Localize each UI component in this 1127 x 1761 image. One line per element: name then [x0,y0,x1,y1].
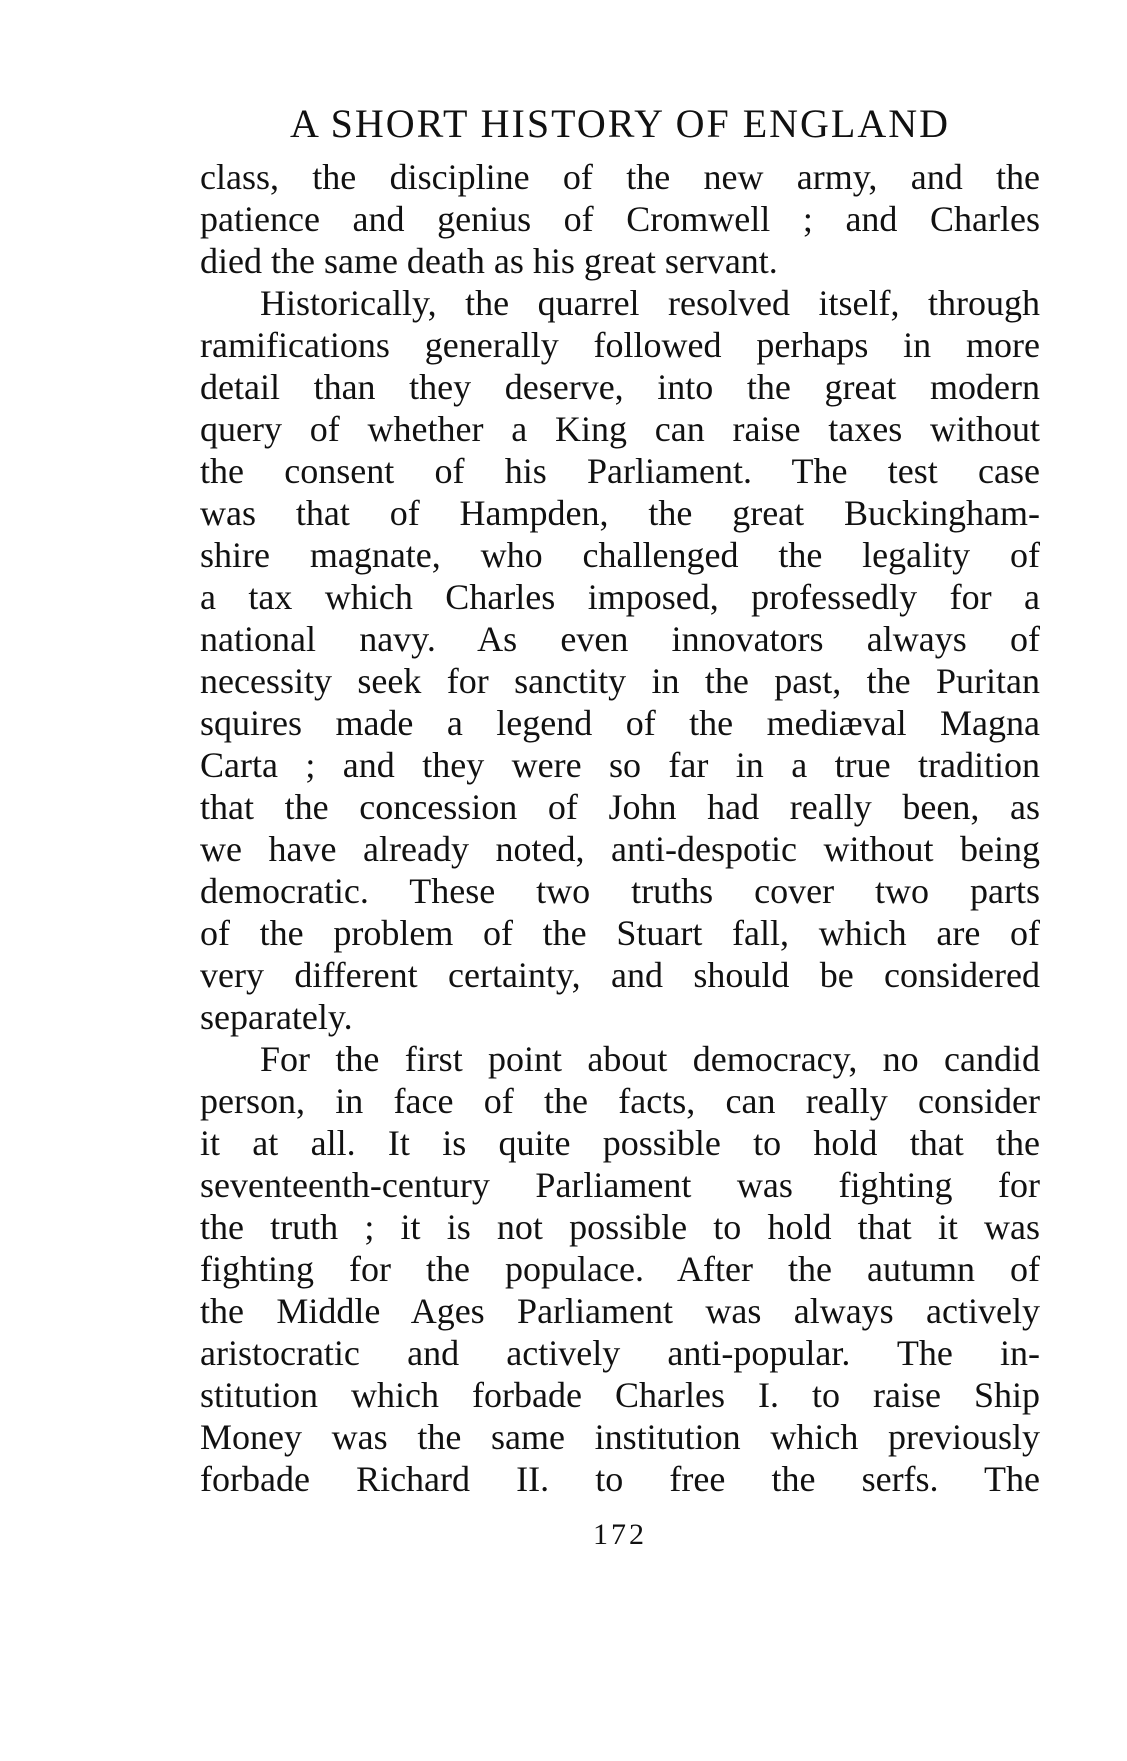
text-line: national navy. As even innovators always of [200,619,1040,659]
text-line: the truth ; it is not possible to hold that it was [200,1207,1040,1247]
text-line: of the problem of the Stuart fall, which are of [200,913,1040,953]
text-line: the Middle Ages Parliament was always actively [200,1291,1040,1331]
text-line: class, the discipline of the new army, and the [200,157,1040,197]
text-line: died the same death as his great servant. [200,241,778,281]
running-head: A SHORT HISTORY OF ENGLAND [289,101,951,146]
text-line: seventeenth-century Parliament was fighting for [200,1165,1040,1205]
text-line: fighting for the populace. After the autumn of [200,1249,1040,1289]
text-line: the consent of his Parliament. The test case [200,451,1040,491]
text-line: we have already noted, anti-despotic without being [200,829,1040,869]
text-line: person, in face of the facts, can really consider [200,1081,1040,1121]
page-number: 172 [593,1518,647,1551]
text-line: forbade Richard II. to free the serfs. The [200,1459,1040,1499]
text-line: a tax which Charles imposed, professedly for a [200,577,1040,617]
text-line: Money was the same institution which previously [200,1417,1040,1457]
text-line: democratic. These two truths cover two parts [200,871,1040,911]
text-line: that the concession of John had really been, as [200,787,1040,827]
text-line: query of whether a King can raise taxes without [200,409,1040,449]
text-line: ramifications generally followed perhaps in more [200,325,1040,365]
paragraph-first-line: Historically, the quarrel resolved itself, through [260,283,1040,323]
text-line: Carta ; and they were so far in a true tradition [200,745,1040,785]
text-line: separately. [200,997,353,1037]
text-line: necessity seek for sanctity in the past, the Puritan [200,661,1040,701]
text-line: patience and genius of Cromwell ; and Charles [200,199,1040,239]
text-line: aristocratic and actively anti-popular. The in- [200,1333,1040,1373]
text-line: stitution which forbade Charles I. to raise Ship [200,1375,1040,1415]
text-line: detail than they deserve, into the great modern [200,367,1040,407]
text-line: shire magnate, who challenged the legality of [200,535,1040,575]
text-line: squires made a legend of the mediæval Magna [200,703,1040,743]
text-line: was that of Hampden, the great Buckingham- [200,493,1040,533]
body-text [200,156,1040,1500]
paragraph-first-line: For the first point about democracy, no candid [260,1039,1040,1079]
text-line: it at all. It is quite possible to hold that the [200,1123,1040,1163]
text-line: very different certainty, and should be considered [200,955,1040,995]
